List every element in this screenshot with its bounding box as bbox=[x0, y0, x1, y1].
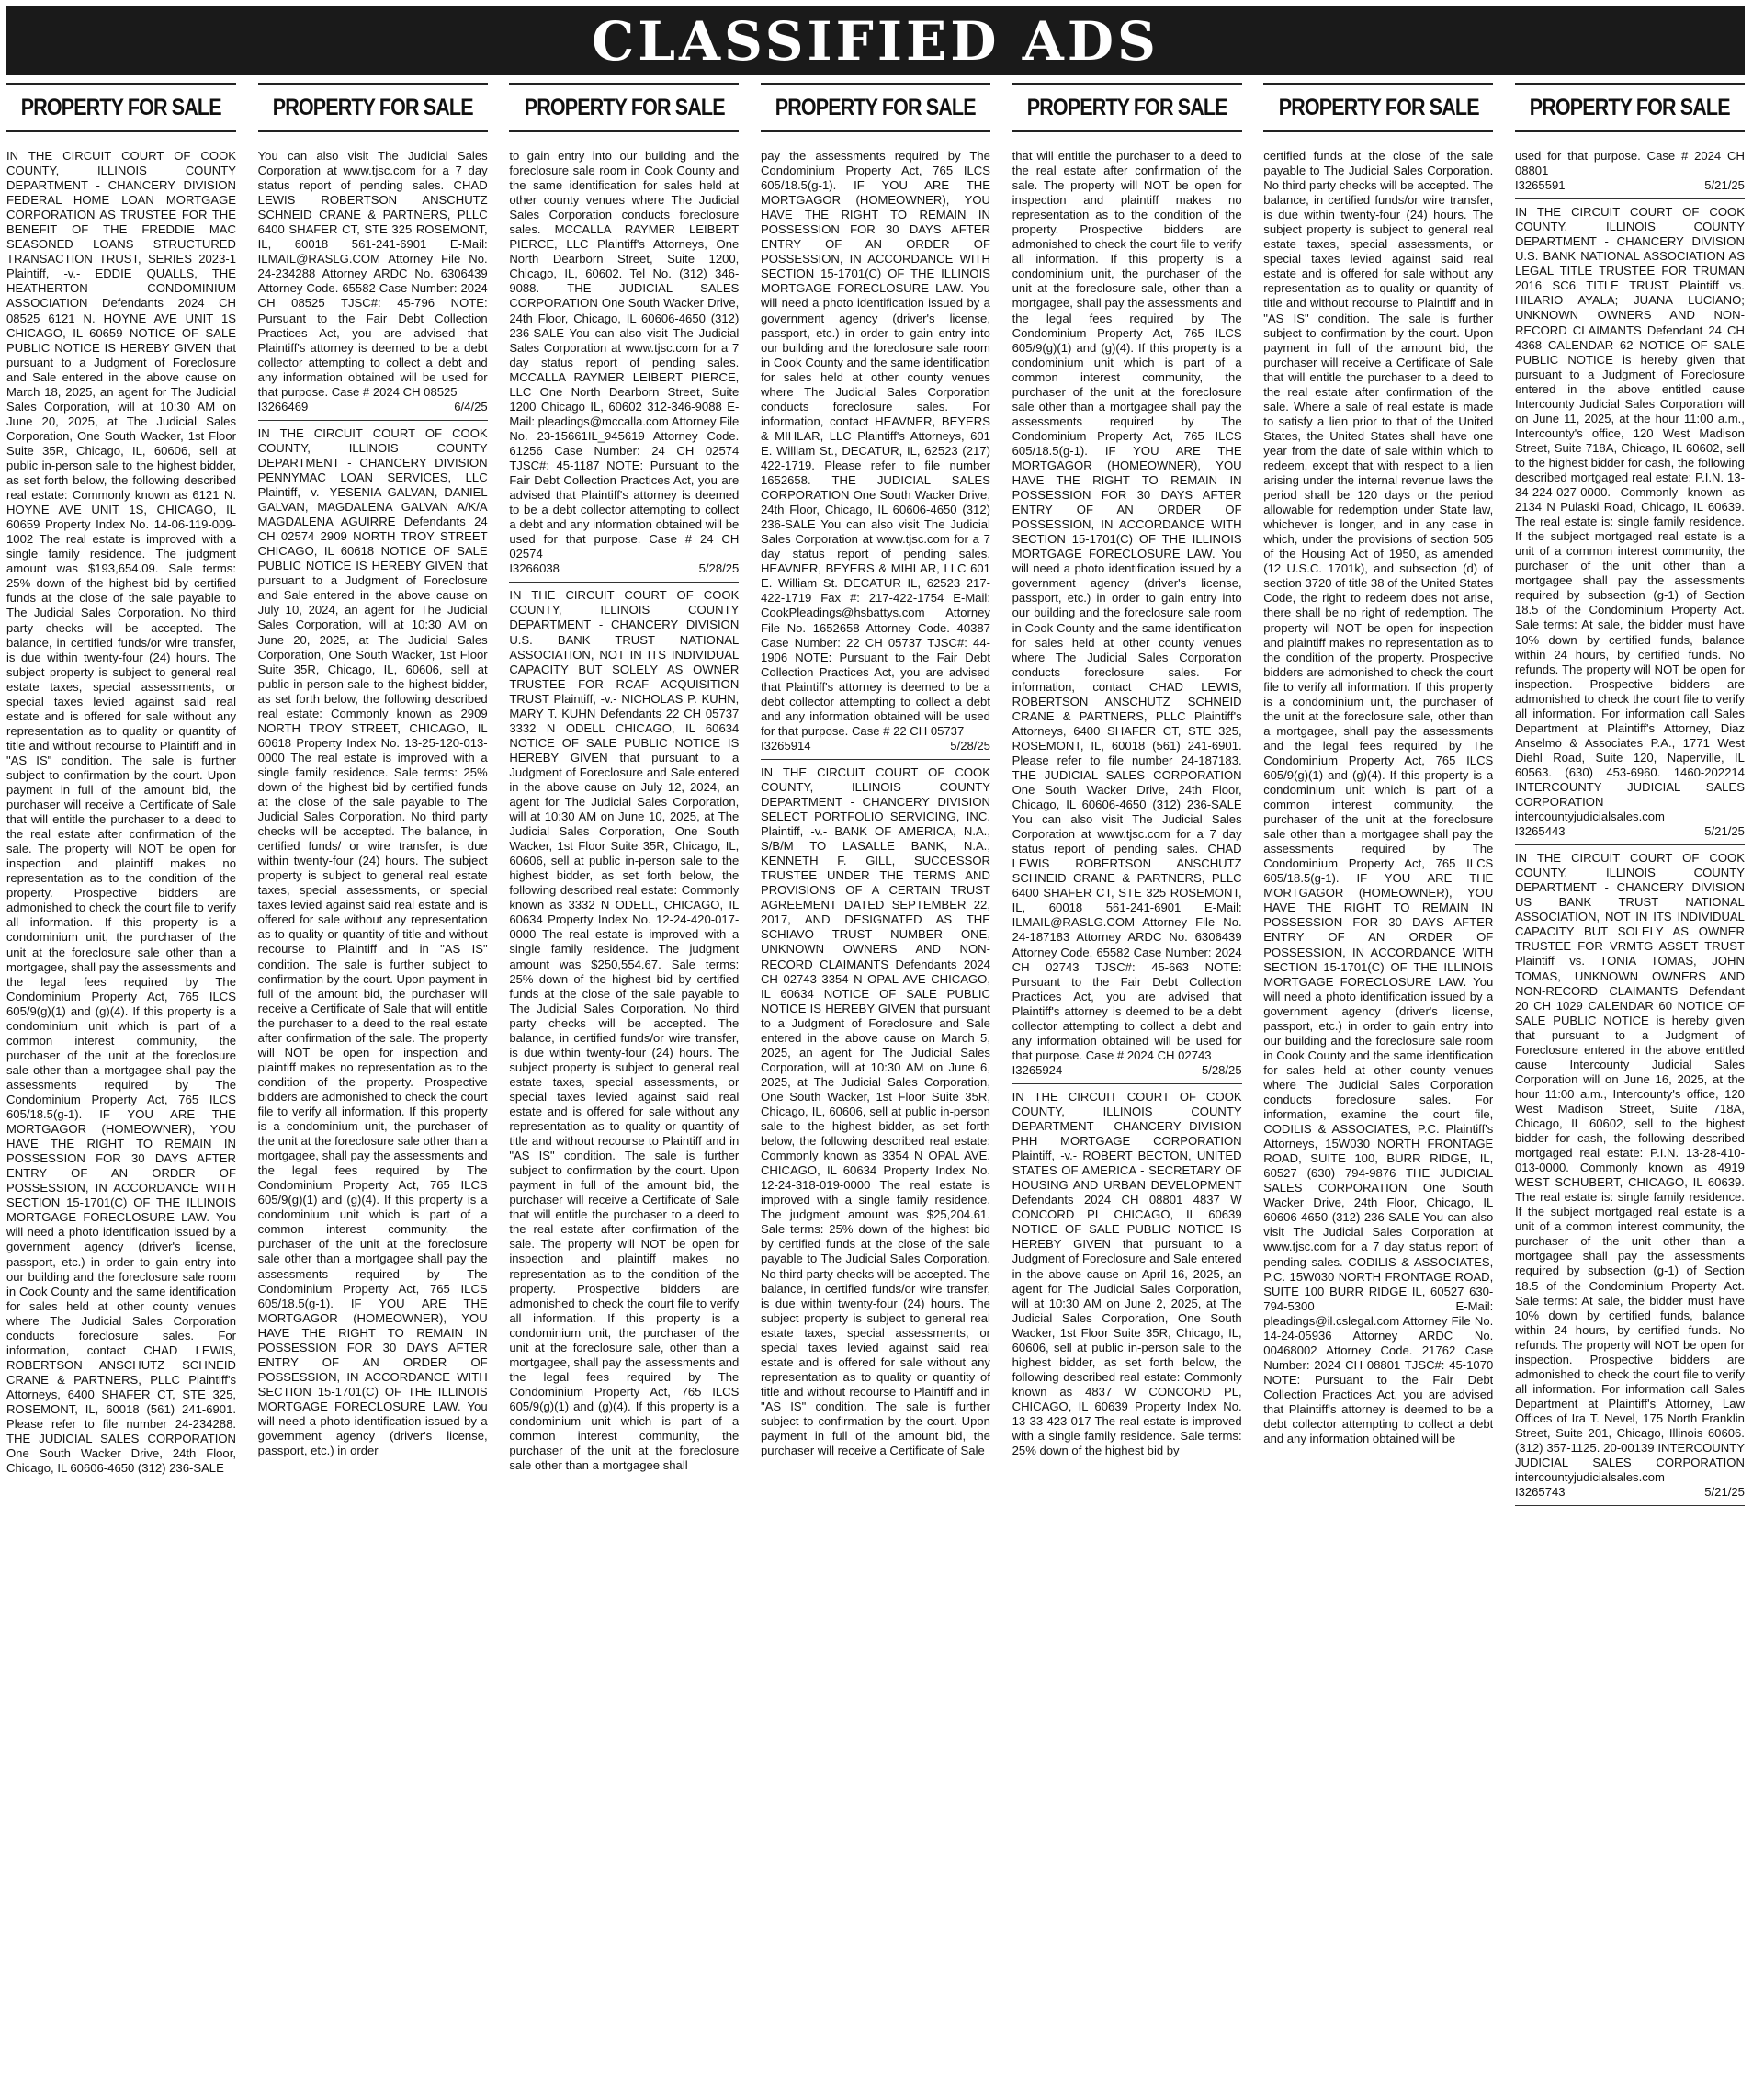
ad-list bbox=[1012, 149, 1242, 1458]
ad-date: 5/28/25 bbox=[1201, 1062, 1242, 1077]
ad-text: IN THE CIRCUIT COURT OF COOK COUNTY, ILLINOIS COUNTY DEPARTMENT - CHANCERY DIVISION U.S. BANK NATIONAL ASSOCIATION AS LEGAL TITLE TRUSTEE FOR TRUMAN 2016 SC6 TITLE TRUST Plaintiff vs. HILARIO AYALA; JUANA LUCIANO; UNKNOWN OWNERS AND NON- RECORD CLAIMANTS Defendant 24 CH 4368 CALENDAR 62 NOTICE OF SALE PUBLIC NOTICE is hereby given that pursuant to a Judgment of Foreclosure entered in the above entitled cause Intercounty Judicial Sales Corporation will on June 11, 2025, at the hour 11:00 a.m., Intercounty's office, 120 West Madison Street, Suite 718A, Chicago, IL 60602, sell to the highest bidder for cash, the following described mortgaged real estate: P.I.N. 13-34-224-027-0000. Commonly known as 2134 N Pulaski Road, Chicago, IL 60639. The real estate is: single family residence. If the subject mortgaged real estate is a unit of a common interest community, the purchaser of the unit other than a mortgagee shall pay the assessments required by subsection (g-1) of Section 18.5 of the Condominium Property Act. Sale terms: At sale, the bidder must have 10% down by certified funds, balance within 24 hours, by certified funds. No refunds. The property will NOT be open for inspection. Prospective bidders are admonished to check the court file to verify all information. For information call Sales Department at Plaintiff's Attorney, Diaz Anselmo & Associates P.A., 1771 West Diehl Road, Suite 120, Naperville, IL 60563. (630) 453-6960. 1460-202214 INTERCOUNTY JUDICIAL SALES CORPORATION intercountyjudicialsales.com bbox=[1514, 205, 1745, 824]
ad-text: IN THE CIRCUIT COURT OF COOK COUNTY, ILLINOIS COUNTY DEPARTMENT - CHANCERY DIVISION FEDERAL HOME LOAN MORTGAGE CORPORATION AS TRUSTEE FOR THE BENEFIT OF THE FREDDIE MAC SEASONED LOANS STRUCTURED TRANSACTION TRUST, SERIES 2023-1 Plaintiff, -v.- EDDIE QUALLS, THE HEATHERTON CONDOMINIUM ASSOCIATION Defendants 2024 CH 08525 6121 N. HOYNE AVE UNIT 1S CHICAGO, IL 60659 NOTICE OF SALE PUBLIC NOTICE IS HEREBY GIVEN that pursuant to a Judgment of Foreclosure and Sale entered in the above cause on March 18, 2025, an agent for The Judicial Sales Corporation, will at 10:30 AM on June 20, 2025, at The Judicial Sales Corporation, One South Wacker, 1st Floor Suite 35R, Chicago, IL, 60606, sell at public in-person sale to the highest bidder, as set forth below, the following described real estate: Commonly known as 6121 N. HOYNE AVE UNIT 1S, CHICAGO, IL 60659 Property Index No. 14-06-119-009-1002 The real estate is improved with a single family residence. The judgment amount was $193,654.09. Sale terms: 25% down of the highest bid by certified funds at the close of the sale payable to The Judicial Sales Corporation. No third party checks will be accepted. The balance, in certified funds/or wire transfer, is due within twenty-four (24) hours. The subject property is subject to general real estate taxes, special assessments, or special taxes levied against said real estate and is offered for sale without any representation as to quality or quantity of title and without recourse to Plaintiff and in "AS IS" condition. The sale is further subject to confirmation by the court. Upon payment in full of the amount bid, the purchaser will receive a Certificate of Sale that will entitle the purchaser to a deed to the real estate after confirmation of the sale. The property will NOT be open for inspection and plaintiff makes no representation as to the condition of the property. Prospective bidders are admonished to check the court file to verify all information. If this property is a condominium unit, the purchaser of the unit at the foreclosure sale other than a mortgagee, shall pay the assessments and the legal fees required by The Condominium Property Act, 765 ILCS 605/9(g)(1) and (g)(4). If this property is a condominium unit which is part of a common interest community, the purchaser of the unit at the foreclosure sale other than a mortgagee shall pay the assessments required by The Condominium Property Act, 765 ILCS 605/18.5(g-1). IF YOU ARE THE MORTGAGOR (HOMEOWNER), YOU HAVE THE RIGHT TO REMAIN IN POSSESSION FOR 30 DAYS AFTER ENTRY OF AN ORDER OF POSSESSION, IN ACCORDANCE WITH SECTION 15-1701(C) OF THE ILLINOIS MORTGAGE FORECLOSURE LAW. You will need a photo identification issued by a government agency (driver's license, passport, etc.) in order to gain entry into our building and the foreclosure sale room in Cook County and the same identification for sales held at other county venues where The Judicial Sales Corporation conducts foreclosure sales. For information, contact CHAD LEWIS, ROBERTSON ANSCHUTZ SCHNEID CRANE & PARTNERS, PLLC Plaintiff's Attorneys, 6400 SHAFER CT, STE 325, ROSEMONT, IL, 60018 (561) 241-6901. Please refer to file number 24-234288. THE JUDICIAL SALES CORPORATION One South Wacker Drive, 24th Floor, Chicago, IL 60606-4650 (312) 236-SALE bbox=[6, 149, 236, 1476]
ad-footer bbox=[258, 400, 488, 421]
ad-id: I3266038 bbox=[509, 561, 560, 576]
section-heading-text: PROPERTY FOR SALE bbox=[1278, 94, 1479, 120]
ad-text: IN THE CIRCUIT COURT OF COOK COUNTY, ILLINOIS COUNTY DEPARTMENT - CHANCERY DIVISION PENNYMAC LOAN SERVICES, LLC Plaintiff, -v.- YESENIA GALVAN, DANIEL GALVAN, MAGDALENA GALVAN A/K/A MAGDALENA AGUIRRE Defendants 24 CH 02574 2909 NORTH TROY STREET CHICAGO, IL 60618 NOTICE OF SALE PUBLIC NOTICE IS HEREBY GIVEN that pursuant to a Judgment of Foreclosure and Sale entered in the above cause on July 10, 2024, an agent for The Judicial Sales Corporation, will at 10:30 AM on June 20, 2025, at The Judicial Sales Corporation, One South Wacker, 1st Floor Suite 35R, Chicago, IL, 60606, sell at public in-person sale to the highest bidder, as set forth below, the following described real estate: Commonly known as 2909 NORTH TROY STREET, CHICAGO, IL 60618 Property Index No. 13-25-120-013-0000 The real estate is improved with a single family residence. Sale terms: 25% down of the highest bid by certified funds at the close of the sale payable to The Judicial Sales Corporation. No third party checks will be accepted. The balance, in certified funds/ or wire transfer, is due within twenty-four (24) hours. The subject property is subject to general real estate taxes, special assessments, or special taxes levied against said real estate and is offered for sale without any representation as to quality or quantity of title and without recourse to Plaintiff and in "AS IS" condition. The sale is further subject to confirmation by the court. Upon payment in full of the amount bid, the purchaser will receive a Certificate of Sale that will entitle the purchaser to a deed to the real estate after confirmation of the sale. The property will NOT be open for inspection and plaintiff makes no representation as to the condition of the property. Prospective bidders are admonished to check the court file to verify all information. If this property is a condominium unit, the purchaser of the unit at the foreclosure sale other than a mortgagee, shall pay the assessments and the legal fees required by The Condominium Property Act, 765 ILCS 605/9(g)(1) and (g)(4). If this property is a condominium unit which is part of a common interest community, the purchaser of the unit at the foreclosure sale other than a mortgagee shall pay the assessments required by The Condominium Property Act, 765 ILCS 605/18.5(g-1). IF YOU ARE THE MORTGAGOR (HOMEOWNER), YOU HAVE THE RIGHT TO REMAIN IN POSSESSION FOR 30 DAYS AFTER ENTRY OF AN ORDER OF POSSESSION, IN ACCORDANCE WITH SECTION 15-1701(C) OF THE ILLINOIS MORTGAGE FORECLOSURE LAW. You will need a photo identification issued by a government agency (driver's license, passport, etc.) in order bbox=[257, 425, 488, 1458]
ad-id: I3265914 bbox=[760, 738, 811, 753]
column bbox=[1515, 83, 1745, 2090]
ad-text: to gain entry into our building and the foreclosure sale room in Cook County and the same identification for sales held at other county venues where The Judicial Sales Corporation conducts foreclosure sales. MCCALLA RAYMER LEIBERT PIERCE, LLC Plaintiff's Attorneys, One North Dearborn Street, Suite 1200, Chicago, IL, 60602. Tel No. (312) 346-9088. THE JUDICIAL SALES CORPORATION One South Wacker Drive, 24th Floor, Chicago, IL 60606-4650 (312) 236-SALE You can also visit The Judicial Sales Corporation at www.tjsc.com for a 7 day status report of pending sales. MCCALLA RAYMER LEIBERT PIERCE, LLC One North Dearborn Street, Suite 1200 Chicago IL, 60602 312-346-9088 E-Mail: pleadings@mccalla.com Attorney File No. 23-15661IL_945619 Attorney Code. 61256 Case Number: 24 CH 02574 TJSC#: 45-1187 NOTE: Pursuant to the Fair Debt Collection Practices Act, you are advised that Plaintiff's attorney is deemed to be a debt collector attempting to collect a debt and any information obtained will be used for that purpose. Case # 24 CH 02574 bbox=[509, 149, 740, 561]
ad-footer bbox=[1515, 824, 1745, 845]
ad-text: IN THE CIRCUIT COURT OF COOK COUNTY, ILLINOIS COUNTY DEPARTMENT - CHANCERY DIVISION US BANK TRUST NATIONAL ASSOCIATION, NOT IN ITS INDIVIDUAL CAPACITY BUT SOLELY AS OWNER TRUSTEE FOR VRMTG ASSET TRUST Plaintiff vs. TONIA TOMAS, JOHN TOMAS, UNKNOWN OWNERS AND NON-RECORD CLAIMANTS Defendant 20 CH 1029 CALENDAR 60 NOTICE OF SALE PUBLIC NOTICE is hereby given that pursuant to a Judgment of Foreclosure entered in the above entitled cause Intercounty Judicial Sales Corporation will on June 16, 2025, at the hour 11:00 a.m., Intercounty's office, 120 West Madison Street, Suite 718A, Chicago, IL 60602, sell to the highest bidder for cash, the following described mortgaged real estate: P.I.N. 13-28-410-013-0000. Commonly known as 4919 WEST SCHUBERT, CHICAGO, IL 60639. The real estate is: single family residence. If the subject mortgaged real estate is a unit of a common interest community, the purchaser of the unit other than a mortgagee shall pay the assessments required by subsection (g-1) of Section 18.5 of the Condominium Property Act. Sale terms: At sale, the bidder must have 10% down by certified funds, balance within 24 hours, by certified funds. No refunds. The property will NOT be open for inspection. Prospective bidders are admonished to check the court file to verify all information. For information call Sales Department at Plaintiff's Attorney, Law Offices of Ira T. Nevel, 175 North Franklin Street, Suite 201, Chicago, Illinois 60606. (312) 357-1125. 20-00139 INTERCOUNTY JUDICIAL SALES CORPORATION intercountyjudicialsales.com bbox=[1514, 851, 1745, 1485]
column bbox=[1263, 83, 1493, 2090]
ad-footer bbox=[1515, 1485, 1745, 1506]
ad-text: pay the assessments required by The Condominium Property Act, 765 ILCS 605/18.5(g-1). IF YOU ARE THE MORTGAGOR (HOMEOWNER), YOU HAVE THE RIGHT TO REMAIN IN POSSESSION FOR 30 DAYS AFTER ENTRY OF AN ORDER OF POSSESSION, IN ACCORDANCE WITH SECTION 15-1701(C) OF THE ILLINOIS MORTGAGE FORECLOSURE LAW. You will need a photo identification issued by a government agency (driver's license, passport, etc.) in order to gain entry into our building and the foreclosure sale room in Cook County and the same identification for sales held at other county venues where The Judicial Sales Corporation conducts foreclosure sales. For information, contact HEAVNER, BEYERS & MIHLAR, LLC Plaintiff's Attorneys, 601 E. William St., DECATUR, IL, 62523 (217) 422-1719. Please refer to file number 1652658. THE JUDICIAL SALES CORPORATION One South Wacker Drive, 24th Floor, Chicago, IL 60606-4650 (312) 236-SALE You can also visit The Judicial Sales Corporation at www.tjsc.com for a 7 day status report of pending sales. HEAVNER, BEYERS & MIHLAR, LLC 601 E. William St. DECATUR IL, 62523 217-422-1719 Fax #: 217-422-1754 E-Mail: CookPleadings@hsbattys.com Attorney File No. 1652658 Attorney Code. 40387 Case Number: 22 CH 05737 TJSC#: 44-1906 NOTE: Pursuant to the Fair Debt Collection Practices Act, you are advised that Plaintiff's attorney is deemed to be a debt collector attempting to collect a debt and any information obtained will be used for that purpose. Case # 22 CH 05737 bbox=[760, 149, 990, 738]
section-heading-text: PROPERTY FOR SALE bbox=[272, 94, 473, 120]
ad-list bbox=[6, 149, 236, 1476]
section-heading bbox=[258, 83, 488, 132]
section-heading-text: PROPERTY FOR SALE bbox=[775, 94, 976, 120]
column bbox=[761, 83, 990, 2090]
columns-container bbox=[6, 83, 1745, 2090]
section-heading bbox=[1012, 83, 1242, 132]
ad-footer bbox=[1012, 1063, 1242, 1084]
ad-id: I3265443 bbox=[1514, 824, 1566, 839]
ad-list bbox=[1263, 149, 1493, 1446]
ad-list bbox=[761, 149, 990, 1458]
ad-text: IN THE CIRCUIT COURT OF COOK COUNTY, ILLINOIS COUNTY DEPARTMENT - CHANCERY DIVISION U.S. BANK TRUST NATIONAL ASSOCIATION, NOT IN ITS INDIVIDUAL CAPACITY BUT SOLELY AS OWNER TRUSTEE FOR RCAF ACQUISITION TRUST Plaintiff, -v.- NICHOLAS P. KUHN, MARY T. KUHN Defendants 22 CH 05737 3332 N ODELL CHICAGO, IL 60634 NOTICE OF SALE PUBLIC NOTICE IS HEREBY GIVEN that pursuant to a Judgment of Foreclosure and Sale entered in the above cause on July 12, 2024, an agent for The Judicial Sales Corporation, will at 10:30 AM on June 10, 2025, at The Judicial Sales Corporation, One South Wacker, 1st Floor Suite 35R, Chicago, IL, 60606, sell at public in-person sale to the highest bidder, as set forth below, the following described real estate: Commonly known as 3332 N ODELL, CHICAGO, IL 60634 Property Index No. 12-24-420-017-0000 The real estate is improved with a single family residence. The judgment amount was $250,554.67. Sale terms: 25% down of the highest bid by certified funds at the close of the sale payable to The Judicial Sales Corporation. No third party checks will be accepted. The balance, in certified funds/or wire transfer, is due within twenty-four (24) hours. The subject property is subject to general real estate taxes, special assessments, or special taxes levied against said real estate and is offered for sale without any representation as to quality or quantity of title and without recourse to Plaintiff and in "AS IS" condition. The sale is further subject to confirmation by the court. Upon payment in full of the amount bid, the purchaser will receive a Certificate of Sale that will entitle the purchaser to a deed to the real estate after confirmation of the sale. The property will NOT be open for inspection and plaintiff makes no representation as to the condition of the property. Prospective bidders are admonished to check the court file to verify all information. If this property is a condominium unit, the purchaser of the unit at the foreclosure sale, other than a mortgagee, shall pay the assessments and the legal fees required by The Condominium Property Act, 765 ILCS 605/9(g)(1) and (g)(4). If this property is a condominium unit which is part of a common interest community, the purchaser of the unit at the foreclosure sale other than a mortgagee shall bbox=[509, 588, 740, 1473]
section-heading-text: PROPERTY FOR SALE bbox=[1026, 94, 1227, 120]
ad-list bbox=[1515, 149, 1745, 1506]
ad-text: used for that purpose. Case # 2024 CH 08801 bbox=[1514, 149, 1745, 178]
section-heading bbox=[6, 83, 236, 132]
ad-list bbox=[509, 149, 739, 1473]
section-heading-text: PROPERTY FOR SALE bbox=[21, 94, 221, 120]
column bbox=[6, 83, 236, 2090]
section-heading bbox=[509, 83, 739, 132]
banner-title: CLASSIFIED ADS bbox=[592, 9, 1159, 73]
ad-text: IN THE CIRCUIT COURT OF COOK COUNTY, ILLINOIS COUNTY DEPARTMENT - CHANCERY DIVISION PHH MORTGAGE CORPORATION Plaintiff, -v.- ROBERT BECTON, UNITED STATES OF AMERICA - SECRETARY OF HOUSING AND URBAN DEVELOPMENT Defendants 2024 CH 08801 4837 W CONCORD PL CHICAGO, IL 60639 NOTICE OF SALE PUBLIC NOTICE IS HEREBY GIVEN that pursuant to a Judgment of Foreclosure and Sale entered in the above cause on April 16, 2025, an agent for The Judicial Sales Corporation, will at 10:30 AM on June 2, 2025, at The Judicial Sales Corporation, One South Wacker, 1st Floor Suite 35R, Chicago, IL, 60606, sell at public in-person sale to the highest bidder, as set forth below, the following described real estate: Commonly known as 4837 W CONCORD PL, CHICAGO, IL 60639 Property Index No. 13-33-423-017 The real estate is improved with a single family residence. Sale terms: 25% down of the highest bid by bbox=[1012, 1089, 1242, 1458]
ad-id: I3266469 bbox=[257, 399, 309, 414]
ad-id: I3265591 bbox=[1514, 178, 1566, 193]
ad-id: I3265743 bbox=[1514, 1485, 1566, 1500]
section-heading bbox=[1515, 83, 1745, 132]
ad-footer bbox=[509, 561, 739, 583]
ad-list bbox=[258, 149, 488, 1458]
ad-footer bbox=[761, 739, 990, 760]
section-heading-text: PROPERTY FOR SALE bbox=[524, 94, 725, 120]
ad-date: 5/21/25 bbox=[1704, 178, 1745, 193]
column bbox=[1012, 83, 1242, 2090]
ad-text: certified funds at the close of the sale payable to The Judicial Sales Corporation. No third party checks will be accepted. The balance, in certified funds/or wire transfer, is due within twenty-four (24) hours. The subject property is subject to general real estate taxes, special assessments, or special taxes levied against said real estate and is offered for sale without any representation as to quality or quantity of title and without recourse to Plaintiff and in "AS IS" condition. The sale is further subject to confirmation by the court. Upon payment in full of the amount bid, the purchaser will receive a Certificate of Sale that will entitle the purchaser to a deed to the real estate after confirmation of the sale. Where a sale of real estate is made to satisfy a lien prior to that of the United States, the United States shall have one year from the date of sale within which to redeem, except that with respect to a lien arising under the internal revenue laws the period shall be 120 days or the period allowable for redemption under State law, whichever is longer, and in any case in which, under the provisions of section 505 of the Housing Act of 1950, as amended (12 U.S.C. 1701k), and subsection (d) of section 3720 of title 38 of the United States Code, the right to redeem does not arise, there shall be no right of redemption. The property will NOT be open for inspection and plaintiff makes no representation as to the condition of the property. Prospective bidders are admonished to check the court file to verify all information. If this property is a condominium unit, the purchaser of the unit at the foreclosure sale, other than a mortgagee, shall pay the assessments and the legal fees required by The Condominium Property Act, 765 ILCS 605/9(g)(1) and (g)(4). If this property is a condominium unit which is part of a common interest community, the purchaser of the unit at the foreclosure sale other than a mortgagee shall pay the assessments required by The Condominium Property Act, 765 ILCS 605/18.5(g-1). IF YOU ARE THE MORTGAGOR (HOMEOWNER), YOU HAVE THE RIGHT TO REMAIN IN POSSESSION FOR 30 DAYS AFTER ENTRY OF AN ORDER OF POSSESSION, IN ACCORDANCE WITH SECTION 15-1701(C) OF THE ILLINOIS MORTGAGE FORECLOSURE LAW. You will need a photo identification issued by a government agency (driver's license, passport, etc.) in order to gain entry into our building and the foreclosure sale room in Cook County and the same identification for sales held at other county venues where The Judicial Sales Corporation conducts foreclosure sales. For information, examine the court file, CODILIS & ASSOCIATES, P.C. Plaintiff's Attorneys, 15W030 NORTH FRONTAGE ROAD, SUITE 100, BURR RIDGE, IL, 60527 (630) 794-9876 THE JUDICIAL SALES CORPORATION One South Wacker Drive, 24th Floor, Chicago, IL 60606-4650 (312) 236-SALE You can also visit The Judicial Sales Corporation at www.tjsc.com for a 7 day status report of pending sales. CODILIS & ASSOCIATES, P.C. 15W030 NORTH FRONTAGE ROAD, SUITE 100 BURR RIDGE IL, 60527 630-794-5300 E-Mail: pleadings@il.cslegal.com Attorney File No. 14-24-05936 Attorney ARDC No. 00468002 Attorney Code. 21762 Case Number: 2024 CH 08801 TJSC#: 45-1070 NOTE: Pursuant to the Fair Debt Collection Practices Act, you are advised that Plaintiff's attorney is deemed to be a debt collector attempting to collect a debt and any information obtained will be bbox=[1263, 149, 1494, 1446]
ad-date: 5/21/25 bbox=[1704, 824, 1745, 839]
classified-banner bbox=[6, 6, 1745, 75]
ad-text: IN THE CIRCUIT COURT OF COOK COUNTY, ILLINOIS COUNTY DEPARTMENT - CHANCERY DIVISION SELECT PORTFOLIO SERVICING, INC. Plaintiff, -v.- BANK OF AMERICA, N.A., S/B/M TO LASALLE BANK, N.A., KENNETH F. GILL, SUCCESSOR TRUSTEE UNDER THE TERMS AND PROVISIONS OF A CERTAIN TRUST AGREEMENT DATED SEPTEMBER 22, 2017, AND DESIGNATED AS THE SCHIAVO TRUST NUMBER ONE, UNKNOWN OWNERS AND NON-RECORD CLAIMANTS Defendants 2024 CH 02743 3354 N OPAL AVE CHICAGO, IL 60634 NOTICE OF SALE PUBLIC NOTICE IS HEREBY GIVEN that pursuant to a Judgment of Foreclosure and Sale entered in the above cause on March 5, 2025, an agent for The Judicial Sales Corporation, will at 10:30 AM on June 6, 2025, at The Judicial Sales Corporation, One South Wacker, 1st Floor Suite 35R, Chicago, IL, 60606, sell at public in-person sale to the highest bidder, as set forth below, the following described real estate: Commonly known as 3354 N OPAL AVE, CHICAGO, IL 60634 Property Index No. 12-24-318-019-0000 The real estate is improved with a single family residence. The judgment amount was $25,204.61. Sale terms: 25% down of the highest bid by certified funds at the close of the sale payable to The Judicial Sales Corporation. No third party checks will be accepted. The balance, in certified funds/or wire transfer, is due within twenty-four (24) hours. The subject property is subject to general real estate taxes, special assessments, or special taxes levied against said real estate and is offered for sale without any representation as to quality or quantity of title and without recourse to Plaintiff and in "AS IS" condition. The sale is further subject to confirmation by the court. Upon payment in full of the amount bid, the purchaser will receive a Certificate of Sale bbox=[760, 765, 990, 1458]
ad-date: 5/21/25 bbox=[1704, 1485, 1745, 1500]
section-heading bbox=[1263, 83, 1493, 132]
column bbox=[258, 83, 488, 2090]
ad-id: I3265924 bbox=[1012, 1062, 1063, 1077]
section-heading bbox=[761, 83, 990, 132]
ad-text: that will entitle the purchaser to a deed to the real estate after confirmation of the sale. The property will NOT be open for inspection and plaintiff makes no representation as to the condition of the property. Prospective bidders are admonished to check the court file to verify all information. If this property is a condominium unit, the purchaser of the unit at the foreclosure sale, other than a mortgagee, shall pay the assessments and the legal fees required by The Condominium Property Act, 765 ILCS 605/9(g)(1) and (g)(4). If this property is a condominium unit which is part of a common interest community, the purchaser of the unit at the foreclosure sale other than a mortgagee shall pay the assessments required by The Condominium Property Act, 765 ILCS 605/18.5(g-1). IF YOU ARE THE MORTGAGOR (HOMEOWNER), YOU HAVE THE RIGHT TO REMAIN IN POSSESSION FOR 30 DAYS AFTER ENTRY OF AN ORDER OF POSSESSION, IN ACCORDANCE WITH SECTION 15-1701(C) OF THE ILLINOIS MORTGAGE FORECLOSURE LAW. You will need a photo identification issued by a government agency (driver's license, passport, etc.) in order to gain entry into our building and the foreclosure sale room in Cook County and the same identification for sales held at other county venues where The Judicial Sales Corporation conducts foreclosure sales. For information, contact CHAD LEWIS, ROBERTSON ANSCHUTZ SCHNEID CRANE & PARTNERS, PLLC Plaintiff's Attorneys, 6400 SHAFER CT, STE 325, ROSEMONT, IL, 60018 (561) 241-6901. Please refer to file number 24-187183. THE JUDICIAL SALES CORPORATION One South Wacker Drive, 24th Floor, Chicago, IL 60606-4650 (312) 236-SALE You can also visit The Judicial Sales Corporation at www.tjsc.com for a 7 day status report of pending sales. CHAD LEWIS ROBERTSON ANSCHUTZ SCHNEID CRANE & PARTNERS, PLLC 6400 SHAFER CT, STE 325 ROSEMONT, IL, 60018 561-241-6901 E-Mail: ILMAIL@RASLG.COM Attorney File No. 24-187183 Attorney ARDC No. 6306439 Attorney Code. 65582 Case Number: 2024 CH 02743 TJSC#: 45-663 NOTE: Pursuant to the Fair Debt Collection Practices Act, you are advised that Plaintiff's attorney is deemed to be a debt collector attempting to collect a debt and any information obtained will be used for that purpose. Case # 2024 CH 02743 bbox=[1012, 149, 1242, 1062]
ad-footer bbox=[1515, 178, 1745, 199]
ad-date: 5/28/25 bbox=[698, 561, 740, 576]
ad-text: You can also visit The Judicial Sales Corporation at www.tjsc.com for a 7 day status report of pending sales. CHAD LEWIS ROBERTSON ANSCHUTZ SCHNEID CRANE & PARTNERS, PLLC 6400 SHAFER CT, STE 325 ROSEMONT, IL, 60018 561-241-6901 E-Mail: ILMAIL@RASLG.COM Attorney File No. 24-234288 Attorney ARDC No. 6306439 Attorney Code. 65582 Case Number: 2024 CH 08525 TJSC#: 45-796 NOTE: Pursuant to the Fair Debt Collection Practices Act, you are advised that Plaintiff's attorney is deemed to be a debt collector attempting to collect a debt and any information obtained will be used for that purpose. Case # 2024 CH 08525 bbox=[257, 149, 488, 399]
ad-date: 6/4/25 bbox=[454, 399, 488, 414]
column bbox=[509, 83, 739, 2090]
section-heading-text: PROPERTY FOR SALE bbox=[1529, 94, 1730, 120]
ad-date: 5/28/25 bbox=[950, 738, 990, 753]
